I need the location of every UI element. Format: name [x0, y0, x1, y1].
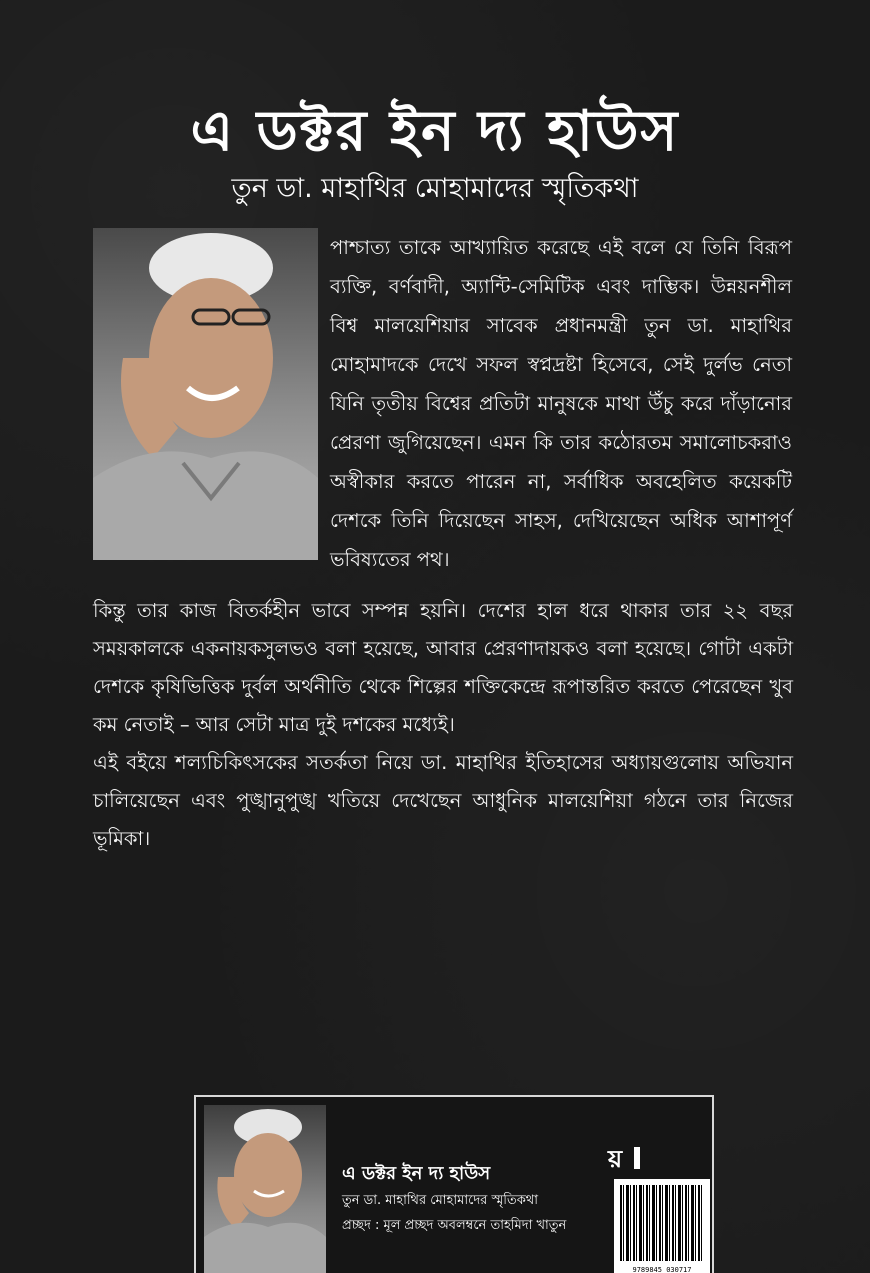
mini-cover-subtitle: তুন ডা. মাহাথির মোহামাদের স্মৃতিকথা [342, 1193, 538, 1208]
svg-text:য়: য় [608, 1145, 623, 1173]
book-subtitle: তুন ডা. মাহাথির মোহামাদের স্মৃতিকথা [231, 173, 639, 204]
barcode-bars [620, 1185, 704, 1261]
intro-paragraph: পাশ্চাত্য তাকে আখ্যায়িত করেছে এই বলে যে তিনি বিরূপ ব্যক্তি, বর্ণবাদী, অ্যান্টি-সেমিটিক এবং দাম্ভিক। উন্নয়নশীল বিশ্ব মালয়েশিয়ার সাবেক প্রধানমন্ত্রী তুন ডা. মাহাথির মোহামাদকে দেখে সফল স্বপ্নদ্রষ্টা হিসেবে, সেই দুর্লভ নেতা যিনি তৃতীয় বিশ্বের প্রতিটা মানুষকে মাথা উঁচু করে দাঁড়ানোর প্রেরণা জুগিয়েছেন। এমন কি তার কঠোরতম সমালোচকরাও অস্বীকার করতে পারেন না, সর্বাধিক অবহেলিত কয়েকটি দেশকে তিনি দিয়েছেন সাহস, দেখিয়েছেন অধিক আশাপূর্ণ ভবিষ্যতের পথ। [330, 236, 792, 571]
cover-credit: প্রচ্ছদ : মূল প্রচ্ছদ অবলম্বনে তাহমিদা খাতুন [342, 1218, 567, 1233]
isbn-barcode [614, 1179, 710, 1273]
paragraph-3: এই বইয়ে শল্যচিকিৎসকের সতর্কতা নিয়ে ডা. মাহাথির ইতিহাসের অধ্যায়গুলোয় অভিযান চালিয়েছেন এবং পুঙ্খানুপুঙ্খ খতিয়ে দেখেছেন আধুনিক মালয়েশিয়া গঠনে তার নিজের ভূমিকা। [93, 751, 793, 850]
book-title: এ ডক্টর ইন দ্য হাউস [190, 99, 680, 164]
author-portrait [93, 228, 318, 560]
mini-cover-title: এ ডক্টর ইন দ্য হাউস [342, 1163, 491, 1184]
mini-cover [194, 1095, 714, 1273]
publisher-logo-icon [606, 1143, 644, 1173]
mini-cover-portrait [204, 1105, 326, 1273]
paragraph-2: কিন্তু তার কাজ বিতর্কহীন ভাবে সম্পন্ন হয়নি। দেশের হাল ধরে থাকার তার ২২ বছর সময়কালকে একনায়কসুলভও বলা হয়েছে, আবার প্রেরণাদায়কও বলা হয়েছে। গোটা একটা দেশকে কৃষিভিত্তিক দুর্বল অর্থনীতি থেকে শিল্পের শক্তিকেন্দ্রে রূপান্তরিত করতে পেরেছেন খুব কম নেতাই – আর সেটা মাত্র দুই দশকের মধ্যেই। [93, 599, 793, 736]
barcode-number: 9789845 030717 [632, 1266, 692, 1273]
body-text [93, 592, 793, 858]
